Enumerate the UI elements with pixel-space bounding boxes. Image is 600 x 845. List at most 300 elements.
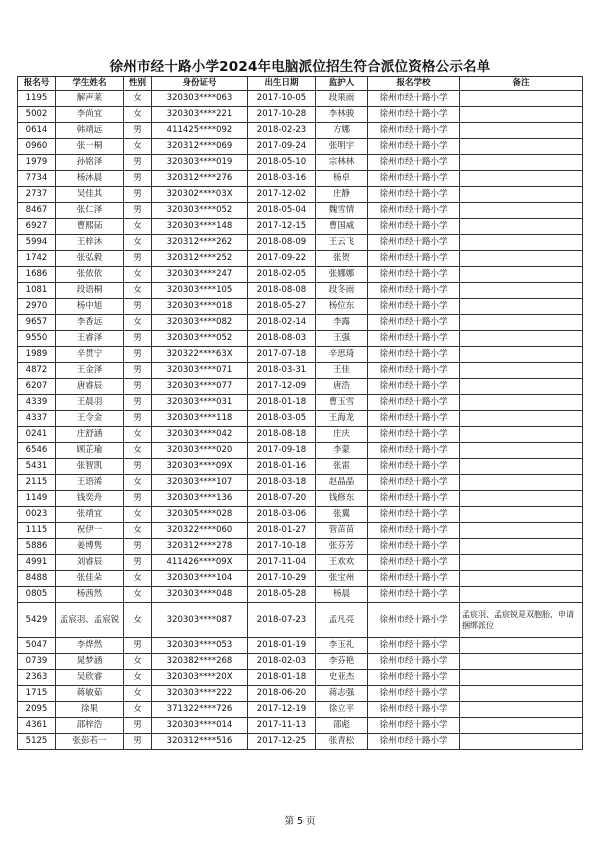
cell-guardian: 王欢欢: [316, 555, 368, 571]
cell-registration-no: 8488: [18, 571, 56, 587]
table-row: [18, 523, 583, 539]
table-row: [18, 107, 583, 123]
cell-birth-date: 2017-10-28: [248, 107, 316, 123]
cell-student-name: 刘睿辰: [56, 555, 124, 571]
cell-registration-no: 1742: [18, 251, 56, 267]
cell-school: 徐州市经十路小学: [368, 718, 460, 734]
cell-id-number: 320303****053: [152, 638, 248, 654]
cell-registration-no: 1081: [18, 283, 56, 299]
cell-school: 徐州市经十路小学: [368, 539, 460, 555]
table-row: [18, 283, 583, 299]
cell-registration-no: 4991: [18, 555, 56, 571]
cell-remarks: [460, 491, 583, 507]
cell-gender: 女: [124, 475, 152, 491]
cell-gender: 男: [124, 187, 152, 203]
cell-birth-date: 2018-01-18: [248, 670, 316, 686]
cell-school: 徐州市经十路小学: [368, 459, 460, 475]
cell-student-name: 杨中旭: [56, 299, 124, 315]
cell-id-number: 320303****014: [152, 718, 248, 734]
cell-id-number: 320312****262: [152, 235, 248, 251]
cell-registration-no: 1979: [18, 155, 56, 171]
cell-birth-date: 2018-07-23: [248, 603, 316, 638]
cell-school: 徐州市经十路小学: [368, 654, 460, 670]
cell-gender: 男: [124, 379, 152, 395]
cell-school: 徐州市经十路小学: [368, 603, 460, 638]
cell-id-number: 320303****063: [152, 91, 248, 107]
cell-school: 徐州市经十路小学: [368, 251, 460, 267]
cell-gender: 男: [124, 203, 152, 219]
cell-gender: 女: [124, 219, 152, 235]
table-row: [18, 475, 583, 491]
cell-remarks: [460, 475, 583, 491]
cell-birth-date: 2018-01-27: [248, 523, 316, 539]
cell-guardian: 赵晶晶: [316, 475, 368, 491]
cell-gender: 男: [124, 539, 152, 555]
cell-remarks: [460, 283, 583, 299]
cell-student-name: 姜博隽: [56, 539, 124, 555]
cell-id-number: 411426****09X: [152, 555, 248, 571]
header-id-number: 身份证号: [152, 77, 248, 91]
cell-student-name: 杨茜然: [56, 587, 124, 603]
cell-id-number: 320303****019: [152, 155, 248, 171]
cell-student-name: 李烨然: [56, 638, 124, 654]
cell-school: 徐州市经十路小学: [368, 267, 460, 283]
cell-id-number: 320303****104: [152, 571, 248, 587]
table-row: [18, 670, 583, 686]
cell-registration-no: 5431: [18, 459, 56, 475]
cell-school: 徐州市经十路小学: [368, 379, 460, 395]
cell-id-number: 320305****028: [152, 507, 248, 523]
cell-guardian: 王强: [316, 331, 368, 347]
cell-guardian: 张明宇: [316, 139, 368, 155]
cell-student-name: 张靖宜: [56, 507, 124, 523]
header-registration-no: 报名号: [18, 77, 56, 91]
table-row: [18, 379, 583, 395]
cell-school: 徐州市经十路小学: [368, 155, 460, 171]
cell-remarks: [460, 459, 583, 475]
cell-gender: 男: [124, 734, 152, 750]
cell-guardian: 史亚杰: [316, 670, 368, 686]
cell-birth-date: 2017-12-09: [248, 379, 316, 395]
cell-school: 徐州市经十路小学: [368, 299, 460, 315]
cell-guardian: 庄静: [316, 187, 368, 203]
cell-student-name: 张佳朵: [56, 571, 124, 587]
table-row: [18, 395, 583, 411]
cell-remarks: [460, 539, 583, 555]
cell-student-name: 王金泽: [56, 363, 124, 379]
cell-birth-date: 2017-12-25: [248, 734, 316, 750]
cell-birth-date: 2018-01-16: [248, 459, 316, 475]
cell-gender: 男: [124, 638, 152, 654]
cell-registration-no: 2363: [18, 670, 56, 686]
table-row: [18, 734, 583, 750]
cell-registration-no: 6207: [18, 379, 56, 395]
cell-gender: 男: [124, 395, 152, 411]
cell-guardian: 张宝州: [316, 571, 368, 587]
cell-birth-date: 2018-03-06: [248, 507, 316, 523]
cell-gender: 男: [124, 411, 152, 427]
cell-guardian: 王云飞: [316, 235, 368, 251]
cell-student-name: 张一桐: [56, 139, 124, 155]
cell-birth-date: 2018-02-23: [248, 123, 316, 139]
cell-remarks: [460, 379, 583, 395]
cell-birth-date: 2018-03-05: [248, 411, 316, 427]
table-row: [18, 139, 583, 155]
page-number: 第 5 页: [284, 816, 316, 827]
cell-guardian: 孟凡亮: [316, 603, 368, 638]
cell-id-number: 320312****069: [152, 139, 248, 155]
cell-remarks: [460, 347, 583, 363]
cell-gender: 女: [124, 603, 152, 638]
cell-id-number: 320303****20X: [152, 670, 248, 686]
cell-remarks: [460, 523, 583, 539]
cell-gender: 男: [124, 491, 152, 507]
table-row: [18, 267, 583, 283]
cell-remarks: [460, 155, 583, 171]
cell-birth-date: 2018-03-16: [248, 171, 316, 187]
cell-gender: 女: [124, 315, 152, 331]
cell-guardian: 杨卓: [316, 171, 368, 187]
cell-guardian: 张娜娜: [316, 267, 368, 283]
cell-remarks: [460, 187, 583, 203]
cell-student-name: 孙铭泽: [56, 155, 124, 171]
cell-birth-date: 2018-01-18: [248, 395, 316, 411]
cell-remarks: [460, 507, 583, 523]
table-body: [18, 91, 583, 750]
cell-registration-no: 5125: [18, 734, 56, 750]
cell-gender: 女: [124, 702, 152, 718]
cell-birth-date: 2017-10-05: [248, 91, 316, 107]
cell-guardian: 张雷: [316, 459, 368, 475]
table-row: [18, 251, 583, 267]
cell-student-name: 段语桐: [56, 283, 124, 299]
cell-guardian: 魏雪情: [316, 203, 368, 219]
table-row: [18, 203, 583, 219]
cell-registration-no: 7734: [18, 171, 56, 187]
cell-student-name: 唐睿辰: [56, 379, 124, 395]
cell-remarks: [460, 686, 583, 702]
cell-school: 徐州市经十路小学: [368, 171, 460, 187]
cell-student-name: 王梓沐: [56, 235, 124, 251]
cell-guardian: 方娜: [316, 123, 368, 139]
cell-id-number: 320303****105: [152, 283, 248, 299]
cell-registration-no: 6927: [18, 219, 56, 235]
table-row: [18, 363, 583, 379]
cell-birth-date: 2018-05-28: [248, 587, 316, 603]
cell-registration-no: 1989: [18, 347, 56, 363]
cell-guardian: 李林骏: [316, 107, 368, 123]
cell-id-number: 320322****63X: [152, 347, 248, 363]
cell-school: 徐州市经十路小学: [368, 235, 460, 251]
cell-remarks: [460, 267, 583, 283]
cell-remarks: [460, 235, 583, 251]
cell-registration-no: 5994: [18, 235, 56, 251]
cell-id-number: 320303****052: [152, 331, 248, 347]
cell-gender: 女: [124, 507, 152, 523]
cell-student-name: 李香远: [56, 315, 124, 331]
cell-student-name: 辛贯宁: [56, 347, 124, 363]
cell-gender: 女: [124, 427, 152, 443]
table-row: [18, 587, 583, 603]
cell-guardian: 宗林林: [316, 155, 368, 171]
cell-id-number: 320382****268: [152, 654, 248, 670]
cell-registration-no: 2737: [18, 187, 56, 203]
cell-id-number: 320312****276: [152, 171, 248, 187]
header-birth-date: 出生日期: [248, 77, 316, 91]
cell-remarks: [460, 139, 583, 155]
cell-school: 徐州市经十路小学: [368, 491, 460, 507]
cell-school: 徐州市经十路小学: [368, 187, 460, 203]
table-row: [18, 718, 583, 734]
cell-guardian: 辛思琦: [316, 347, 368, 363]
cell-student-name: 张仁泽: [56, 203, 124, 219]
cell-school: 徐州市经十路小学: [368, 411, 460, 427]
table-row: [18, 155, 583, 171]
cell-gender: 女: [124, 139, 152, 155]
cell-remarks: [460, 718, 583, 734]
cell-gender: 男: [124, 331, 152, 347]
cell-student-name: 吴欣睿: [56, 670, 124, 686]
cell-remarks: [460, 395, 583, 411]
cell-student-name: 张弘毅: [56, 251, 124, 267]
cell-gender: 女: [124, 235, 152, 251]
cell-student-name: 徐果: [56, 702, 124, 718]
cell-birth-date: 2018-02-05: [248, 267, 316, 283]
table-row: [18, 654, 583, 670]
table-row: [18, 347, 583, 363]
cell-birth-date: 2018-05-10: [248, 155, 316, 171]
cell-remarks: [460, 299, 583, 315]
header-remarks: 备注: [460, 77, 583, 91]
cell-id-number: 320312****516: [152, 734, 248, 750]
cell-student-name: 解声莱: [56, 91, 124, 107]
cell-guardian: 张青松: [316, 734, 368, 750]
cell-id-number: 320312****252: [152, 251, 248, 267]
table-row: [18, 491, 583, 507]
cell-remarks: [460, 654, 583, 670]
cell-gender: 男: [124, 347, 152, 363]
cell-registration-no: 1115: [18, 523, 56, 539]
cell-id-number: 320303****107: [152, 475, 248, 491]
table-row: [18, 459, 583, 475]
cell-gender: 女: [124, 267, 152, 283]
cell-guardian: 李芬艳: [316, 654, 368, 670]
table-row: [18, 686, 583, 702]
table-row: [18, 603, 583, 638]
cell-id-number: 320303****09X: [152, 459, 248, 475]
cell-registration-no: 0805: [18, 587, 56, 603]
cell-school: 徐州市经十路小学: [368, 123, 460, 139]
cell-school: 徐州市经十路小学: [368, 91, 460, 107]
cell-registration-no: 5047: [18, 638, 56, 654]
cell-gender: 男: [124, 363, 152, 379]
cell-guardian: 庄庆: [316, 427, 368, 443]
cell-school: 徐州市经十路小学: [368, 507, 460, 523]
cell-school: 徐州市经十路小学: [368, 347, 460, 363]
table-row: [18, 702, 583, 718]
cell-school: 徐州市经十路小学: [368, 670, 460, 686]
cell-student-name: 王睿泽: [56, 331, 124, 347]
cell-registration-no: 4337: [18, 411, 56, 427]
cell-id-number: 320303****087: [152, 603, 248, 638]
cell-school: 徐州市经十路小学: [368, 523, 460, 539]
cell-birth-date: 2017-12-15: [248, 219, 316, 235]
cell-birth-date: 2018-05-27: [248, 299, 316, 315]
cell-guardian: 段果雨: [316, 91, 368, 107]
cell-guardian: 蒋志强: [316, 686, 368, 702]
cell-registration-no: 1195: [18, 91, 56, 107]
cell-school: 徐州市经十路小学: [368, 363, 460, 379]
cell-remarks: [460, 171, 583, 187]
cell-student-name: 张智凯: [56, 459, 124, 475]
cell-school: 徐州市经十路小学: [368, 587, 460, 603]
cell-birth-date: 2018-08-03: [248, 331, 316, 347]
cell-birth-date: 2018-01-19: [248, 638, 316, 654]
table-row: [18, 555, 583, 571]
cell-id-number: 320303****018: [152, 299, 248, 315]
cell-guardian: 王海龙: [316, 411, 368, 427]
cell-gender: 男: [124, 718, 152, 734]
table-row: [18, 427, 583, 443]
cell-remarks: [460, 123, 583, 139]
cell-registration-no: 1686: [18, 267, 56, 283]
cell-school: 徐州市经十路小学: [368, 686, 460, 702]
table-row: [18, 315, 583, 331]
cell-student-name: 杨沐晨: [56, 171, 124, 187]
cell-student-name: 张依依: [56, 267, 124, 283]
table-row: [18, 171, 583, 187]
cell-remarks: [460, 363, 583, 379]
cell-school: 徐州市经十路小学: [368, 571, 460, 587]
cell-school: 徐州市经十路小学: [368, 203, 460, 219]
cell-remarks: 孟宸羽、孟宸锐是双胞胎，申请捆绑派位: [460, 603, 583, 638]
cell-remarks: [460, 734, 583, 750]
cell-id-number: 320303****148: [152, 219, 248, 235]
cell-registration-no: 1715: [18, 686, 56, 702]
cell-birth-date: 2018-02-03: [248, 654, 316, 670]
table-row: [18, 571, 583, 587]
cell-student-name: 顾芷瑜: [56, 443, 124, 459]
cell-remarks: [460, 427, 583, 443]
cell-school: 徐州市经十路小学: [368, 475, 460, 491]
cell-guardian: 李蒙: [316, 443, 368, 459]
cell-guardian: 曹玉雪: [316, 395, 368, 411]
cell-guardian: 李露: [316, 315, 368, 331]
cell-gender: 女: [124, 686, 152, 702]
cell-school: 徐州市经十路小学: [368, 443, 460, 459]
cell-school: 徐州市经十路小学: [368, 555, 460, 571]
cell-gender: 男: [124, 555, 152, 571]
cell-registration-no: 9657: [18, 315, 56, 331]
cell-school: 徐州市经十路小学: [368, 219, 460, 235]
cell-guardian: 钱修东: [316, 491, 368, 507]
cell-registration-no: 1149: [18, 491, 56, 507]
cell-birth-date: 2017-10-18: [248, 539, 316, 555]
cell-birth-date: 2018-08-08: [248, 283, 316, 299]
cell-registration-no: 5002: [18, 107, 56, 123]
cell-school: 徐州市经十路小学: [368, 139, 460, 155]
cell-registration-no: 9550: [18, 331, 56, 347]
cell-birth-date: 2017-09-22: [248, 251, 316, 267]
cell-student-name: 蒋敏茹: [56, 686, 124, 702]
cell-id-number: 320303****031: [152, 395, 248, 411]
cell-birth-date: 2017-09-24: [248, 139, 316, 155]
cell-gender: 女: [124, 443, 152, 459]
cell-id-number: 320303****052: [152, 203, 248, 219]
cell-school: 徐州市经十路小学: [368, 283, 460, 299]
table-row: [18, 123, 583, 139]
cell-id-number: 320303****221: [152, 107, 248, 123]
cell-id-number: 320322****060: [152, 523, 248, 539]
cell-student-name: 钱奕舟: [56, 491, 124, 507]
cell-registration-no: 2095: [18, 702, 56, 718]
cell-id-number: 320303****082: [152, 315, 248, 331]
cell-guardian: 邵彪: [316, 718, 368, 734]
cell-id-number: 320302****03X: [152, 187, 248, 203]
table-row: [18, 507, 583, 523]
cell-remarks: [460, 315, 583, 331]
cell-registration-no: 5429: [18, 603, 56, 638]
cell-remarks: [460, 411, 583, 427]
cell-gender: 男: [124, 459, 152, 475]
cell-guardian: 唐浩: [316, 379, 368, 395]
cell-gender: 男: [124, 171, 152, 187]
cell-student-name: 吴佳其: [56, 187, 124, 203]
cell-gender: 女: [124, 670, 152, 686]
enrollment-table: [17, 76, 583, 750]
table-row: [18, 443, 583, 459]
cell-guardian: 张贺: [316, 251, 368, 267]
cell-student-name: 张彭若一: [56, 734, 124, 750]
cell-registration-no: 2970: [18, 299, 56, 315]
cell-student-name: 韩靖远: [56, 123, 124, 139]
cell-birth-date: 2017-12-02: [248, 187, 316, 203]
cell-birth-date: 2017-11-13: [248, 718, 316, 734]
cell-registration-no: 6546: [18, 443, 56, 459]
cell-remarks: [460, 571, 583, 587]
cell-registration-no: 2115: [18, 475, 56, 491]
cell-school: 徐州市经十路小学: [368, 315, 460, 331]
cell-guardian: 段冬雨: [316, 283, 368, 299]
cell-guardian: 徐立平: [316, 702, 368, 718]
cell-remarks: [460, 638, 583, 654]
cell-school: 徐州市经十路小学: [368, 331, 460, 347]
cell-school: 徐州市经十路小学: [368, 638, 460, 654]
cell-school: 徐州市经十路小学: [368, 427, 460, 443]
cell-guardian: 杨位东: [316, 299, 368, 315]
cell-student-name: 曹熙砳: [56, 219, 124, 235]
cell-remarks: [460, 203, 583, 219]
cell-remarks: [460, 251, 583, 267]
cell-birth-date: 2017-11-04: [248, 555, 316, 571]
cell-school: 徐州市经十路小学: [368, 107, 460, 123]
cell-birth-date: 2018-08-09: [248, 235, 316, 251]
cell-registration-no: 0960: [18, 139, 56, 155]
cell-birth-date: 2017-12-19: [248, 702, 316, 718]
cell-id-number: 320303****118: [152, 411, 248, 427]
table-row: [18, 638, 583, 654]
cell-birth-date: 2018-08-18: [248, 427, 316, 443]
cell-remarks: [460, 331, 583, 347]
cell-birth-date: 2018-05-04: [248, 203, 316, 219]
cell-id-number: 320303****020: [152, 443, 248, 459]
cell-student-name: 李尚宜: [56, 107, 124, 123]
cell-remarks: [460, 670, 583, 686]
cell-gender: 女: [124, 523, 152, 539]
cell-birth-date: 2018-06-20: [248, 686, 316, 702]
cell-birth-date: 2017-07-18: [248, 347, 316, 363]
cell-gender: 女: [124, 107, 152, 123]
